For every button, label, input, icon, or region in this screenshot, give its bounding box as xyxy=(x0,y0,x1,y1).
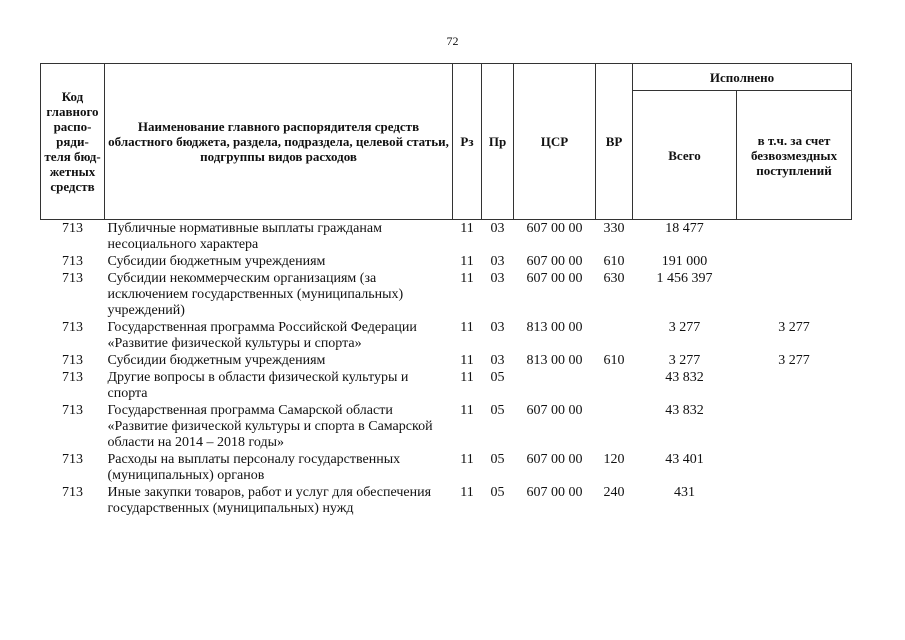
cell-name: Государственная программа Самарской области «Развитие физической культуры и спорта в Самарской области на 2014 – 2018 годы» xyxy=(107,403,433,450)
cell-pr: 05 xyxy=(490,452,505,467)
cell-gratuitous xyxy=(737,452,852,485)
table-row xyxy=(41,452,852,485)
cell-rz: 11 xyxy=(460,353,474,368)
cell-csr: 607 00 00 xyxy=(526,221,583,236)
budget-table-container xyxy=(40,63,851,518)
header-pr: Пр xyxy=(482,64,514,220)
cell-csr: 607 00 00 xyxy=(526,403,583,418)
cell-code: 713 xyxy=(62,452,83,467)
header-name: Наименование главного распорядителя средств областного бюджета, раздела, подраздела, целевой статьи, подгруппы видов расходов xyxy=(105,64,453,220)
cell-total: 43 401 xyxy=(665,452,704,467)
cell-csr: 607 00 00 xyxy=(526,485,583,500)
cell-gratuitous: 3 277 xyxy=(778,353,810,368)
cell-code: 713 xyxy=(62,403,83,418)
cell-rz: 11 xyxy=(460,403,474,418)
cell-rz: 11 xyxy=(460,485,474,500)
cell-csr: 607 00 00 xyxy=(526,452,583,467)
cell-gratuitous xyxy=(737,271,852,320)
cell-pr: 03 xyxy=(490,271,505,286)
cell-rz: 11 xyxy=(460,370,474,385)
cell-rz: 11 xyxy=(460,271,474,286)
cell-vr: 330 xyxy=(603,221,625,236)
table-row xyxy=(41,485,852,518)
cell-code: 713 xyxy=(62,485,83,500)
cell-name: Другие вопросы в области физической культуры и спорта xyxy=(107,370,409,401)
header-executed: Исполнено xyxy=(633,64,852,91)
header-code: Код главного распо-ряди-теля бюд-жетных средств xyxy=(41,64,105,220)
cell-gratuitous xyxy=(737,403,852,452)
cell-vr: 120 xyxy=(603,452,625,467)
cell-code: 713 xyxy=(62,353,83,368)
cell-total: 43 832 xyxy=(665,403,704,418)
cell-gratuitous: 3 277 xyxy=(778,320,810,335)
budget-table xyxy=(40,63,852,518)
cell-rz: 11 xyxy=(460,452,474,467)
cell-csr xyxy=(514,370,596,403)
table-row xyxy=(41,370,852,403)
cell-pr: 05 xyxy=(490,370,505,385)
cell-gratuitous xyxy=(737,370,852,403)
cell-vr xyxy=(596,370,633,403)
table-row xyxy=(41,254,852,271)
cell-total: 3 277 xyxy=(668,320,701,335)
table-row xyxy=(41,220,852,255)
table-row xyxy=(41,353,852,370)
cell-gratuitous xyxy=(737,254,852,271)
cell-rz: 11 xyxy=(460,320,474,335)
cell-pr: 05 xyxy=(490,403,505,418)
cell-code: 713 xyxy=(62,271,83,286)
cell-code: 713 xyxy=(62,320,83,335)
table-row xyxy=(41,271,852,320)
cell-csr: 607 00 00 xyxy=(526,254,583,269)
cell-name: Субсидии бюджетным учреждениям xyxy=(107,353,326,368)
cell-name: Государственная программа Российской Федерации «Развитие физической культуры и спорта» xyxy=(107,320,417,351)
cell-total: 1 456 397 xyxy=(656,271,713,286)
cell-total: 43 832 xyxy=(665,370,704,385)
header-rz: Рз xyxy=(453,64,482,220)
cell-gratuitous xyxy=(737,485,852,518)
cell-vr xyxy=(596,403,633,452)
cell-pr: 03 xyxy=(490,254,505,269)
cell-code: 713 xyxy=(62,221,83,236)
header-csr: ЦСР xyxy=(514,64,596,220)
cell-code: 713 xyxy=(62,370,83,385)
header-vr: ВР xyxy=(596,64,633,220)
cell-vr: 630 xyxy=(603,271,625,286)
table-row xyxy=(41,403,852,452)
cell-total: 191 000 xyxy=(661,254,708,269)
cell-vr xyxy=(596,320,633,353)
cell-rz: 11 xyxy=(460,254,474,269)
table-row xyxy=(41,320,852,353)
cell-total: 431 xyxy=(674,485,695,500)
header-gratuitous: в т.ч. за счет безвозмездных поступлений xyxy=(737,91,852,220)
page-number: 72 xyxy=(446,34,459,48)
cell-gratuitous xyxy=(737,220,852,255)
cell-name: Иные закупки товаров, работ и услуг для обеспечения государственных (муниципальных) нужд xyxy=(107,485,432,516)
cell-pr: 03 xyxy=(490,221,505,236)
cell-name: Субсидии некоммерческим организациям (за исключением государственных (муниципальных) учреждений) xyxy=(107,271,404,318)
cell-pr: 03 xyxy=(490,320,505,335)
cell-name: Субсидии бюджетным учреждениям xyxy=(107,254,326,269)
cell-vr: 610 xyxy=(603,353,625,368)
cell-rz: 11 xyxy=(460,221,474,236)
cell-total: 18 477 xyxy=(665,221,704,236)
cell-csr: 813 00 00 xyxy=(526,320,583,335)
cell-pr: 03 xyxy=(490,353,505,368)
cell-vr: 240 xyxy=(603,485,625,500)
cell-csr: 607 00 00 xyxy=(526,271,583,286)
cell-pr: 05 xyxy=(490,485,505,500)
cell-csr: 813 00 00 xyxy=(526,353,583,368)
cell-total: 3 277 xyxy=(668,353,701,368)
cell-vr: 610 xyxy=(603,254,625,269)
cell-name: Расходы на выплаты персоналу государственных (муниципальных) органов xyxy=(107,452,401,483)
cell-name: Публичные нормативные выплаты гражданам несоциального характера xyxy=(107,221,382,252)
header-total: Всего xyxy=(633,91,737,220)
cell-code: 713 xyxy=(62,254,83,269)
